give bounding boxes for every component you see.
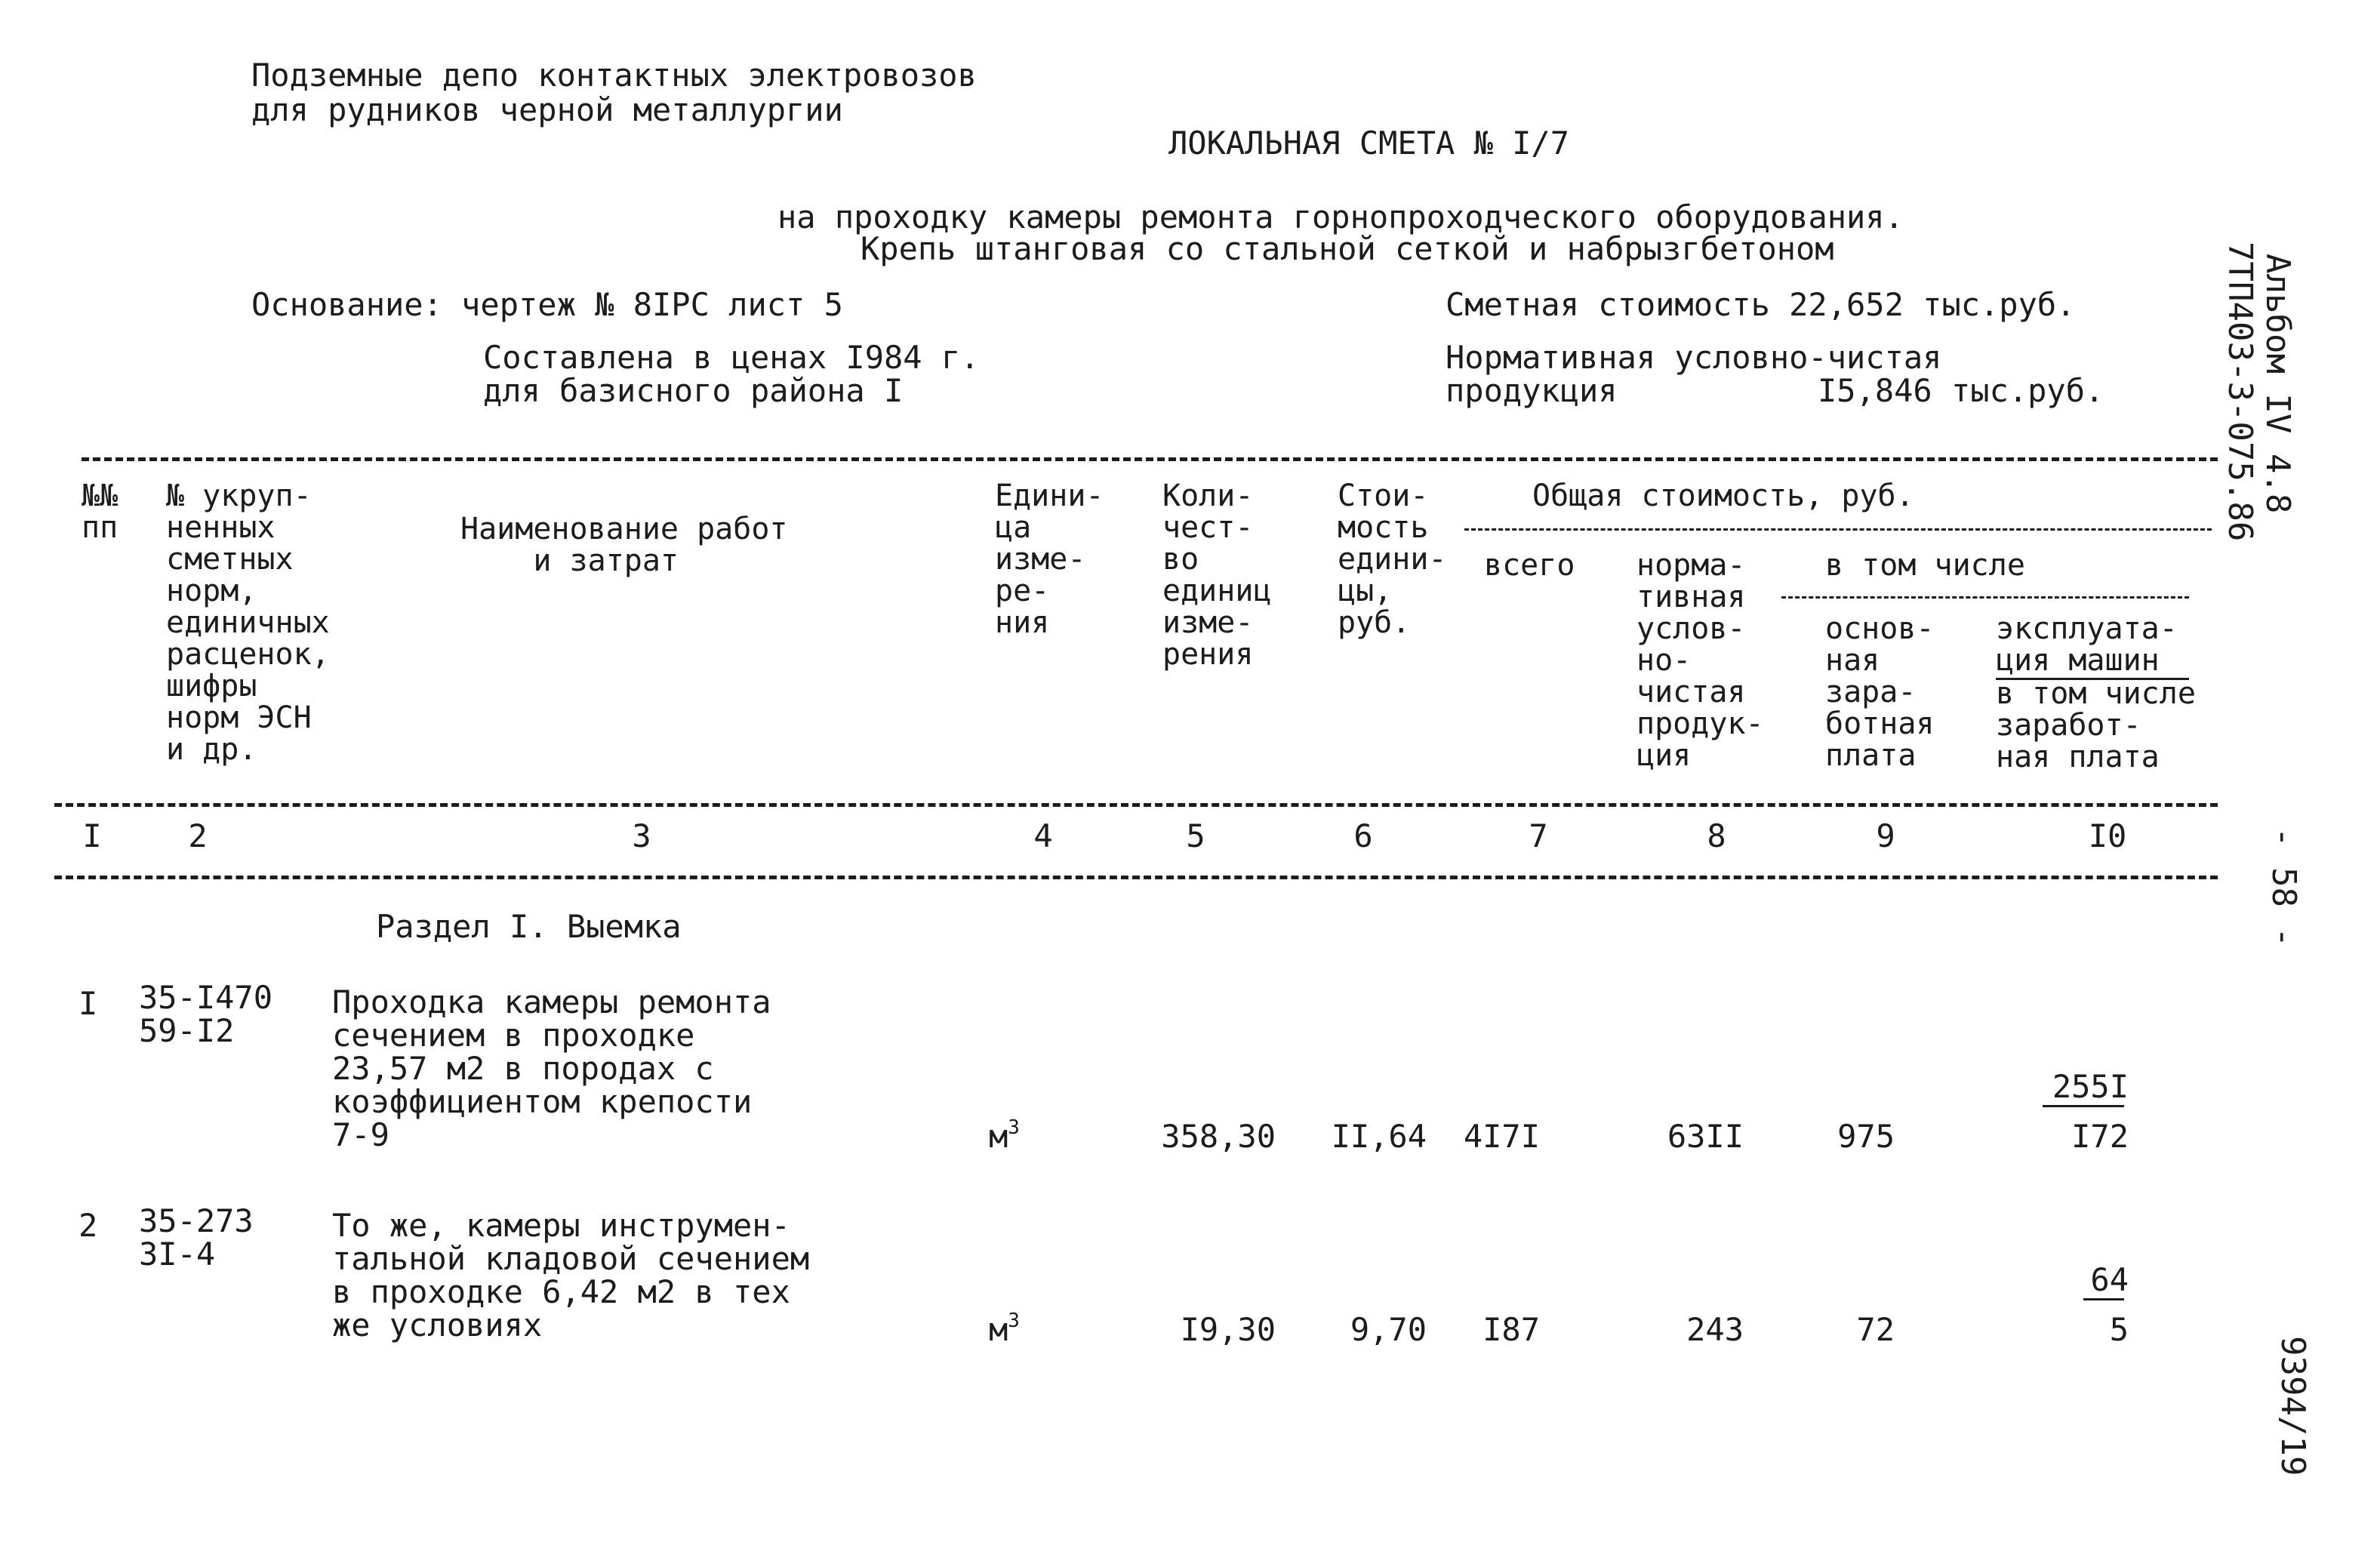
header-group-incl-rule bbox=[1781, 596, 2189, 599]
col-number-9: 9 bbox=[1876, 817, 1895, 854]
document-title: ЛОКАЛЬНАЯ СМЕТА № I/7 bbox=[1168, 125, 1570, 162]
prices-line-1: Составлена в ценах I984 г. bbox=[483, 339, 980, 376]
row-number: I bbox=[79, 985, 98, 1022]
header-bottom-rule bbox=[54, 803, 2218, 807]
row-work-name: Проходка камеры ремонта сечением в проходке 23,57 м2 в породах с коэффициентом крепости 7-9 bbox=[332, 983, 771, 1153]
header-group-total: Общая стоимость, руб. bbox=[1532, 479, 1914, 513]
col-number-10: I0 bbox=[2088, 817, 2127, 854]
row-machines-underline bbox=[2083, 1298, 2124, 1300]
row-machines: 64 bbox=[2090, 1261, 2129, 1298]
row-quantity: I9,30 bbox=[1180, 1311, 1276, 1348]
col-number-1: I bbox=[82, 817, 102, 854]
row-total: 4I7I bbox=[1463, 1118, 1540, 1155]
row-base-wage: 975 bbox=[1837, 1118, 1895, 1155]
normative-label: продукция bbox=[1446, 372, 1618, 409]
col-number-8: 8 bbox=[1707, 817, 1726, 854]
header-col-8: норма- тивная услов- но- чистая продук- ция bbox=[1636, 548, 1764, 773]
row-normative: 243 bbox=[1686, 1311, 1744, 1348]
row-quantity: 358,30 bbox=[1161, 1118, 1276, 1155]
header-col-2: № укруп- ненных сметных норм, единичных расценок, шифры норм ЭСН и др. bbox=[166, 479, 330, 767]
side-album-label: Альбом IV 4.8 bbox=[2258, 254, 2297, 514]
header-col-1: №№ пп bbox=[82, 479, 119, 545]
row-number: 2 bbox=[79, 1207, 98, 1244]
header-col-4: Едини- ца изме- ре- ния bbox=[995, 479, 1104, 640]
header-col-9: основ- ная зара- ботная плата bbox=[1825, 611, 1935, 773]
side-document-number: 9394/19 bbox=[2274, 1336, 2312, 1476]
basis-reference: Основание: чертеж № 8IРС лист 5 bbox=[251, 286, 843, 323]
row-normative: 63II bbox=[1667, 1118, 1744, 1155]
header-col-6: Стои- мость едини- цы, руб. bbox=[1338, 479, 1447, 640]
section-title: Раздел I. Выемка bbox=[376, 908, 682, 945]
row-norm-code: 35-I470 59-I2 bbox=[139, 979, 273, 1049]
header-group-total-rule bbox=[1464, 528, 2212, 531]
col-number-7: 7 bbox=[1529, 817, 1548, 854]
table-top-rule bbox=[82, 457, 2218, 461]
header-col-3: Наименование работ и затрат bbox=[460, 512, 788, 578]
estimated-cost: Сметная стоимость 22,652 тыс.руб. bbox=[1446, 286, 2076, 323]
row-machines-wage: I72 bbox=[2071, 1118, 2129, 1155]
row-norm-code: 35-273 3I-4 bbox=[139, 1202, 254, 1273]
header-col-5: Коли- чест- во единиц изме- рения bbox=[1162, 479, 1272, 672]
row-unit-price: 9,70 bbox=[1350, 1311, 1427, 1348]
org-line-2: для рудников черной металлургии bbox=[251, 91, 843, 128]
col-numbers-bottom-rule bbox=[54, 876, 2218, 879]
side-page-number: - 58 - bbox=[2265, 827, 2303, 947]
col-number-3: 3 bbox=[632, 817, 651, 854]
row-total: I87 bbox=[1482, 1311, 1540, 1348]
normative-line-1: Нормативная условно-чистая bbox=[1446, 339, 1942, 376]
row-machines-wage: 5 bbox=[2109, 1311, 2129, 1348]
row-base-wage: 72 bbox=[1856, 1311, 1895, 1348]
row-unit: $м^3$ bbox=[989, 1116, 1020, 1155]
row-unit-price: II,64 bbox=[1331, 1118, 1427, 1155]
row-unit: $м^3$ bbox=[989, 1310, 1020, 1348]
subtitle-line-1: на проходку камеры ремонта горнопроходческого оборудования. bbox=[777, 199, 1904, 235]
header-col-7: всего bbox=[1484, 548, 1575, 583]
side-project-code: 7ТП403-3-075.86 bbox=[2221, 242, 2259, 542]
header-col-10-top: эксплуата- ция машин bbox=[1996, 611, 2178, 678]
org-line-1: Подземные депо контактных электровозов bbox=[251, 57, 977, 94]
col-number-2: 2 bbox=[188, 817, 208, 854]
col-number-6: 6 bbox=[1353, 817, 1373, 854]
row-machines: 255I bbox=[2052, 1068, 2129, 1105]
normative-value: I5,846 тыс.руб. bbox=[1818, 372, 2104, 409]
header-group-incl: в том числе bbox=[1825, 548, 2025, 583]
subtitle-line-2: Крепь штанговая со стальной сеткой и набрызгбетоном bbox=[861, 230, 1834, 267]
prices-line-2: для базисного района I bbox=[483, 372, 904, 409]
col-number-5: 5 bbox=[1186, 817, 1205, 854]
header-col-10-bottom: в том числе заработ- ная плата bbox=[1996, 676, 2196, 774]
row-machines-underline bbox=[2043, 1105, 2124, 1107]
col-number-4: 4 bbox=[1033, 817, 1053, 854]
row-work-name: То же, камеры инструмен- тальной кладовой сечением в проходке 6,42 м2 в тех же условиях bbox=[332, 1207, 810, 1343]
